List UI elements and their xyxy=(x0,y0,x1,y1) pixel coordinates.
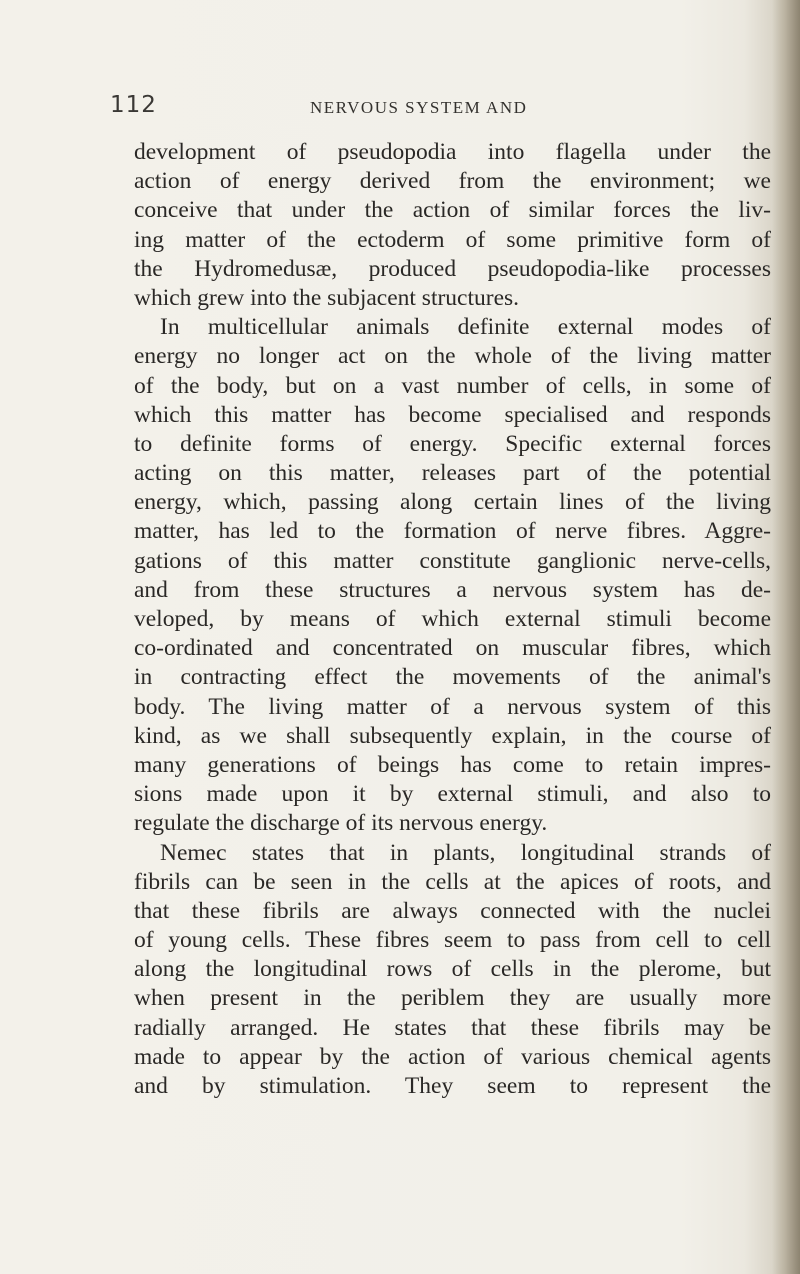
text-line: which grew into the subjacent structures. xyxy=(134,284,520,311)
text-line: the Hydromedusæ, produced pseudopodia-like processes xyxy=(134,255,771,282)
text-line: ing matter of the ectoderm of some primitive form of xyxy=(134,226,771,253)
page-number: 112 xyxy=(110,92,157,118)
text-line: energy, which, passing along certain lines of the living xyxy=(134,489,771,516)
page-header xyxy=(110,92,670,122)
text-line: conceive that under the action of similar forces the liv- xyxy=(134,197,771,224)
body-text xyxy=(134,138,771,1101)
text-line: Nemec states that in plants, longitudinal strands of xyxy=(160,839,771,866)
text-line: of the body, but on a vast number of cells, in some of xyxy=(134,372,771,399)
text-line: that these fibrils are always connected with the nuclei xyxy=(134,897,771,924)
text-line: action of energy derived from the environment; we xyxy=(134,168,771,195)
text-line: energy no longer act on the whole of the living matter xyxy=(134,343,771,370)
text-line: kind, as we shall subsequently explain, in the course of xyxy=(134,722,771,749)
text-line: matter, has led to the formation of nerve fibres. Aggre- xyxy=(134,518,771,545)
text-line: which this matter has become specialised and responds xyxy=(134,401,771,428)
text-line: veloped, by means of which external stimuli become xyxy=(134,606,771,632)
text-line: to definite forms of energy. Specific external forces xyxy=(134,430,771,457)
running-head: NERVOUS SYSTEM AND xyxy=(310,98,528,117)
text-line: and from these structures a nervous system has de- xyxy=(134,576,771,603)
text-line: development of pseudopodia into flagella under the xyxy=(134,139,771,165)
text-line: acting on this matter, releases part of the potential xyxy=(134,460,771,487)
text-line: regulate the discharge of its nervous energy. xyxy=(134,810,548,837)
page-edge-shadow xyxy=(772,0,800,1274)
text-line: fibrils can be seen in the cells at the apices of roots, and xyxy=(134,868,771,895)
text-line: gations of this matter constitute ganglionic nerve-cells, xyxy=(134,547,771,574)
text-line: and by stimulation. They seem to represent the xyxy=(134,1073,771,1099)
text-line: body. The living matter of a nervous system of this xyxy=(134,693,771,720)
text-line: when present in the periblem they are usually more xyxy=(134,985,771,1012)
text-line: along the longitudinal rows of cells in the plerome, but xyxy=(134,956,771,983)
text-line: In multicellular animals definite external modes of xyxy=(160,314,771,341)
text-line: sions made upon it by external stimuli, and also to xyxy=(134,781,771,808)
text-line: in contracting effect the movements of the animal's xyxy=(134,664,771,691)
text-line: radially arranged. He states that these fibrils may be xyxy=(134,1014,771,1041)
text-line: of young cells. These fibres seem to pass from cell to cell xyxy=(134,927,771,954)
text-line: co-ordinated and concentrated on muscular fibres, which xyxy=(134,635,771,662)
text-line: made to appear by the action of various chemical agents xyxy=(134,1043,771,1070)
text-line: many generations of beings has come to retain impres- xyxy=(134,751,771,778)
